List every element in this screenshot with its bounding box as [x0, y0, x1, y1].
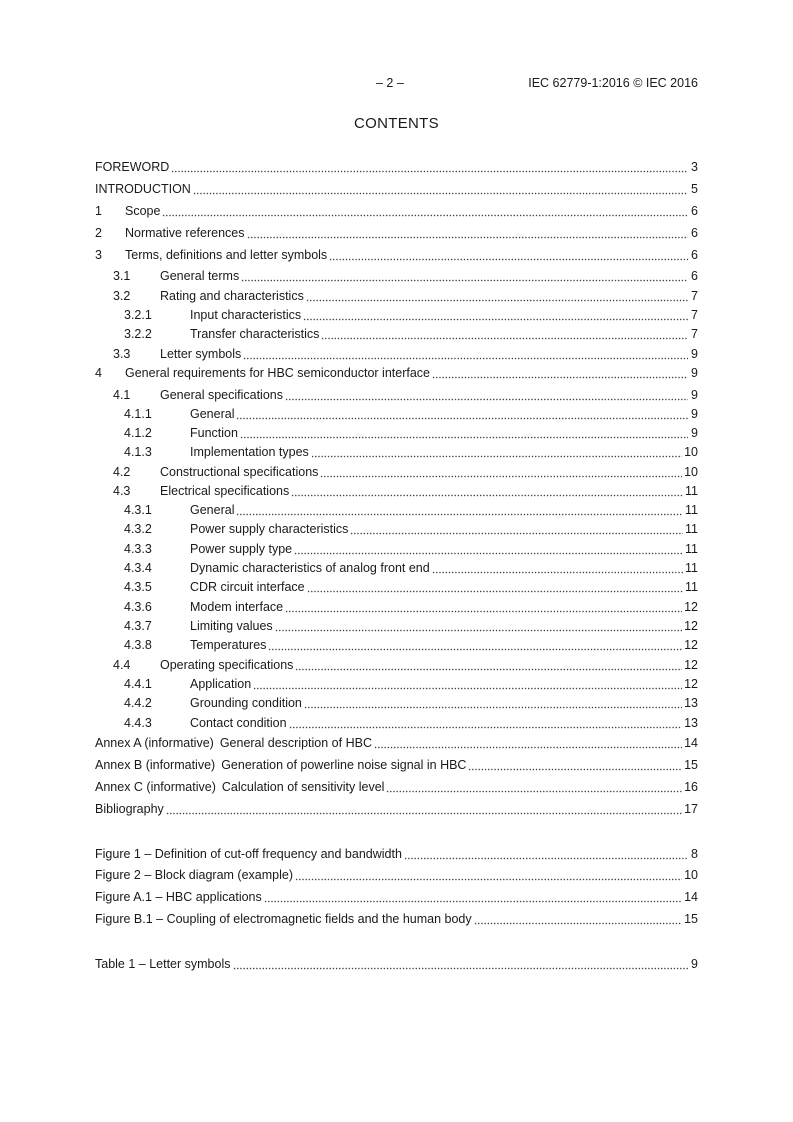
toc-entry[interactable]: [95, 501, 698, 518]
toc-entry-title: Rating and characteristics: [160, 289, 304, 303]
section-number: 3.2.2: [124, 327, 152, 341]
leader-dots: [240, 429, 688, 439]
leader-dots: [233, 960, 689, 970]
section-number: 4.4.1: [124, 677, 152, 691]
toc-entry-title: General specifications: [160, 388, 283, 402]
toc-entry-title: Bibliography: [95, 802, 164, 816]
leader-dots: [285, 391, 688, 401]
leader-dots: [386, 783, 682, 793]
toc-entry[interactable]: [95, 202, 698, 219]
toc-entry[interactable]: [95, 675, 698, 692]
toc-entry[interactable]: [95, 734, 698, 751]
toc-entry[interactable]: [95, 778, 698, 795]
toc-page-number: 11: [685, 561, 698, 575]
section-number: 4.3: [113, 484, 131, 498]
toc-entry-title: Input characteristics: [190, 308, 302, 322]
toc-entry[interactable]: [95, 598, 698, 615]
toc-entry-title: Dynamic characteristics of analog front end: [190, 561, 430, 575]
section-number: 3.2: [113, 289, 131, 303]
leader-dots: [285, 603, 682, 613]
toc-entry-title: Limiting values: [190, 619, 273, 633]
toc-entry-title: Letter symbols: [160, 347, 242, 361]
section-number: 4.3.5: [124, 580, 152, 594]
leader-dots: [311, 448, 682, 458]
toc-page-number: 13: [684, 696, 698, 710]
toc-page-number: 8: [691, 847, 698, 861]
toc-entry-title: General: [190, 407, 235, 421]
toc-page-number: 12: [684, 600, 698, 614]
toc-entry[interactable]: [95, 910, 698, 927]
toc-entry[interactable]: [95, 224, 698, 241]
section-number: 3.1: [113, 269, 131, 283]
toc-entry[interactable]: [95, 246, 698, 263]
section-number: 4.4.2: [124, 696, 152, 710]
section-number: 4: [95, 366, 102, 380]
leader-dots: [268, 641, 682, 651]
section-number: 3: [95, 248, 102, 262]
section-number: 2: [95, 226, 102, 240]
toc-entry-title: Figure B.1 – Coupling of electromagnetic fields and the human body: [95, 912, 472, 926]
annex-label: Annex A (informative): [95, 736, 214, 750]
annex-label: Annex C (informative): [95, 780, 216, 794]
leader-dots: [432, 369, 688, 379]
leader-dots: [329, 251, 688, 261]
toc-page-number: 6: [691, 269, 698, 283]
toc-page-number: 11: [685, 503, 698, 517]
toc-entry[interactable]: [95, 800, 698, 817]
leader-dots: [432, 564, 683, 574]
leader-dots: [236, 506, 683, 516]
toc-entry[interactable]: [95, 955, 698, 972]
toc-entry-title: Calculation of sensitivity level: [221, 780, 385, 794]
toc-entry-title: Figure 1 – Definition of cut-off frequency and bandwidth: [95, 847, 402, 861]
leader-dots: [253, 680, 682, 690]
section-number: 4.3.7: [124, 619, 152, 633]
leader-dots: [247, 229, 689, 239]
toc-entry-title: Constructional specifications: [160, 465, 319, 479]
toc-page-number: 9: [691, 426, 698, 440]
section-number: 4.3.8: [124, 638, 152, 652]
toc-entry-title: Normative references: [125, 226, 245, 240]
toc-page-number: 10: [684, 465, 698, 479]
toc-page-number: 12: [684, 619, 698, 633]
toc-page-number: 15: [684, 758, 698, 772]
toc-page-number: 10: [684, 868, 698, 882]
toc-entry-title: Transfer characteristics: [190, 327, 320, 341]
toc-entry-title: Operating specifications: [160, 658, 294, 672]
toc-entry[interactable]: [95, 325, 698, 342]
toc-page-number: 9: [691, 407, 698, 421]
toc-entry-title: Temperatures: [190, 638, 267, 652]
toc-page-number: 9: [691, 957, 698, 971]
section-number: 3.3: [113, 347, 131, 361]
toc-page-number: 12: [684, 638, 698, 652]
toc-page-number: 6: [691, 204, 698, 218]
toc-entry[interactable]: [95, 656, 698, 673]
toc-entry[interactable]: [95, 559, 698, 576]
section-number: 4.4: [113, 658, 131, 672]
toc-entry-title: Scope: [125, 204, 161, 218]
toc-entry[interactable]: [95, 714, 698, 731]
toc-entry[interactable]: [95, 520, 698, 537]
toc-entry-title: Implementation types: [190, 445, 309, 459]
toc-entry[interactable]: [95, 694, 698, 711]
toc-entry-title: Terms, definitions and letter symbols: [125, 248, 328, 262]
toc-page-number: 11: [685, 542, 698, 556]
toc-entry-title: Function: [190, 426, 238, 440]
leader-dots: [304, 699, 682, 709]
toc-page-number: 7: [691, 289, 698, 303]
toc-entry-title: CDR circuit interface: [190, 580, 305, 594]
toc-entry-title: Electrical specifications: [160, 484, 290, 498]
toc-entry[interactable]: [95, 636, 698, 653]
leader-dots: [468, 761, 682, 771]
leader-dots: [193, 185, 688, 195]
toc-entry[interactable]: [95, 617, 698, 634]
section-number: 4.4.3: [124, 716, 152, 730]
toc-entry[interactable]: [95, 158, 698, 175]
toc-entry-title: INTRODUCTION: [95, 182, 191, 196]
section-number: 4.1.2: [124, 426, 152, 440]
leader-dots: [289, 719, 683, 729]
section-number: 4.1.3: [124, 445, 152, 459]
section-number: 4.3.2: [124, 522, 152, 536]
toc-page-number: 9: [691, 366, 698, 380]
toc-entry[interactable]: [95, 482, 698, 499]
toc-page-number: 11: [685, 522, 698, 536]
toc-entry[interactable]: [95, 578, 698, 595]
section-number: 4.1: [113, 388, 131, 402]
leader-dots: [303, 311, 688, 321]
toc-entry-title: Grounding condition: [190, 696, 302, 710]
toc-page-number: 15: [684, 912, 698, 926]
toc-entry-title: Table 1 – Letter symbols: [95, 957, 231, 971]
document-reference: IEC 62779-1:2016 © IEC 2016: [528, 76, 698, 90]
toc-entry[interactable]: [95, 306, 698, 323]
leader-dots: [295, 661, 682, 671]
leader-dots: [236, 410, 688, 420]
toc-page-number: 17: [684, 802, 698, 816]
toc-entry[interactable]: [95, 405, 698, 422]
contents-title: CONTENTS: [354, 115, 439, 132]
toc-page-number: 3: [691, 160, 698, 174]
section-number: 4.3.3: [124, 542, 152, 556]
leader-dots: [295, 871, 682, 881]
toc-entry[interactable]: [95, 267, 698, 284]
toc-entry-title: Figure 2 – Block diagram (example): [95, 868, 293, 882]
section-number: 4.2: [113, 465, 131, 479]
toc-entry[interactable]: [95, 287, 698, 304]
leader-dots: [166, 805, 682, 815]
leader-dots: [162, 207, 688, 217]
toc-page-number: 7: [691, 308, 698, 322]
toc-entry[interactable]: [95, 888, 698, 905]
section-number: 3.2.1: [124, 308, 152, 322]
toc-page-number: 5: [691, 182, 698, 196]
section-number: 4.1.1: [124, 407, 152, 421]
leader-dots: [243, 350, 688, 360]
toc-entry-title: Figure A.1 – HBC applications: [95, 890, 262, 904]
leader-dots: [241, 272, 688, 282]
leader-dots: [275, 622, 682, 632]
toc-entry[interactable]: [95, 345, 698, 362]
toc-entry[interactable]: [95, 364, 698, 381]
toc-entry-title: Modem interface: [190, 600, 284, 614]
leader-dots: [171, 163, 688, 173]
annex-label: Annex B (informative): [95, 758, 216, 772]
leader-dots: [321, 330, 688, 340]
toc-entry[interactable]: [95, 424, 698, 441]
toc-entry-title: General: [190, 503, 235, 517]
page-number: – 2 –: [376, 76, 404, 90]
toc-entry-title: Application: [190, 677, 252, 691]
toc-page-number: 7: [691, 327, 698, 341]
toc-entry-title: Contact condition: [190, 716, 287, 730]
toc-page-number: 12: [684, 677, 698, 691]
toc-entry[interactable]: [95, 180, 698, 197]
section-number: 4.3.1: [124, 503, 152, 517]
toc-entry-title: General terms: [160, 269, 240, 283]
toc-entry[interactable]: [95, 756, 698, 773]
toc-entry[interactable]: [95, 386, 698, 403]
toc-page-number: 6: [691, 248, 698, 262]
leader-dots: [307, 583, 683, 593]
toc-entry[interactable]: [95, 540, 698, 557]
leader-dots: [350, 525, 683, 535]
toc-page-number: 14: [684, 736, 698, 750]
toc-page-number: 11: [685, 580, 698, 594]
toc-entry-title: Generation of powerline noise signal in HBC: [221, 758, 467, 772]
toc-page-number: 13: [684, 716, 698, 730]
leader-dots: [374, 739, 682, 749]
toc-entry[interactable]: [95, 463, 698, 480]
leader-dots: [474, 915, 682, 925]
leader-dots: [294, 545, 683, 555]
toc-page-number: 9: [691, 347, 698, 361]
toc-page-number: 9: [691, 388, 698, 402]
toc-entry-title: Power supply characteristics: [190, 522, 349, 536]
toc-page-number: 16: [684, 780, 698, 794]
section-number: 1: [95, 204, 102, 218]
toc-entry[interactable]: [95, 443, 698, 460]
toc-entry[interactable]: [95, 845, 698, 862]
toc-page-number: 10: [684, 445, 698, 459]
toc-page-number: 11: [685, 484, 698, 498]
toc-entry-title: General requirements for HBC semiconductor interface: [125, 366, 430, 380]
toc-page-number: 6: [691, 226, 698, 240]
toc-entry-title: General description of HBC: [219, 736, 372, 750]
toc-page-number: 12: [684, 658, 698, 672]
leader-dots: [306, 292, 688, 302]
toc-entry-title: Power supply type: [190, 542, 293, 556]
section-number: 4.3.4: [124, 561, 152, 575]
section-number: 4.3.6: [124, 600, 152, 614]
toc-page-number: 14: [684, 890, 698, 904]
leader-dots: [264, 893, 682, 903]
leader-dots: [291, 487, 683, 497]
toc-entry[interactable]: [95, 866, 698, 883]
leader-dots: [320, 468, 682, 478]
toc-entry-title: FOREWORD: [95, 160, 170, 174]
leader-dots: [404, 850, 688, 860]
